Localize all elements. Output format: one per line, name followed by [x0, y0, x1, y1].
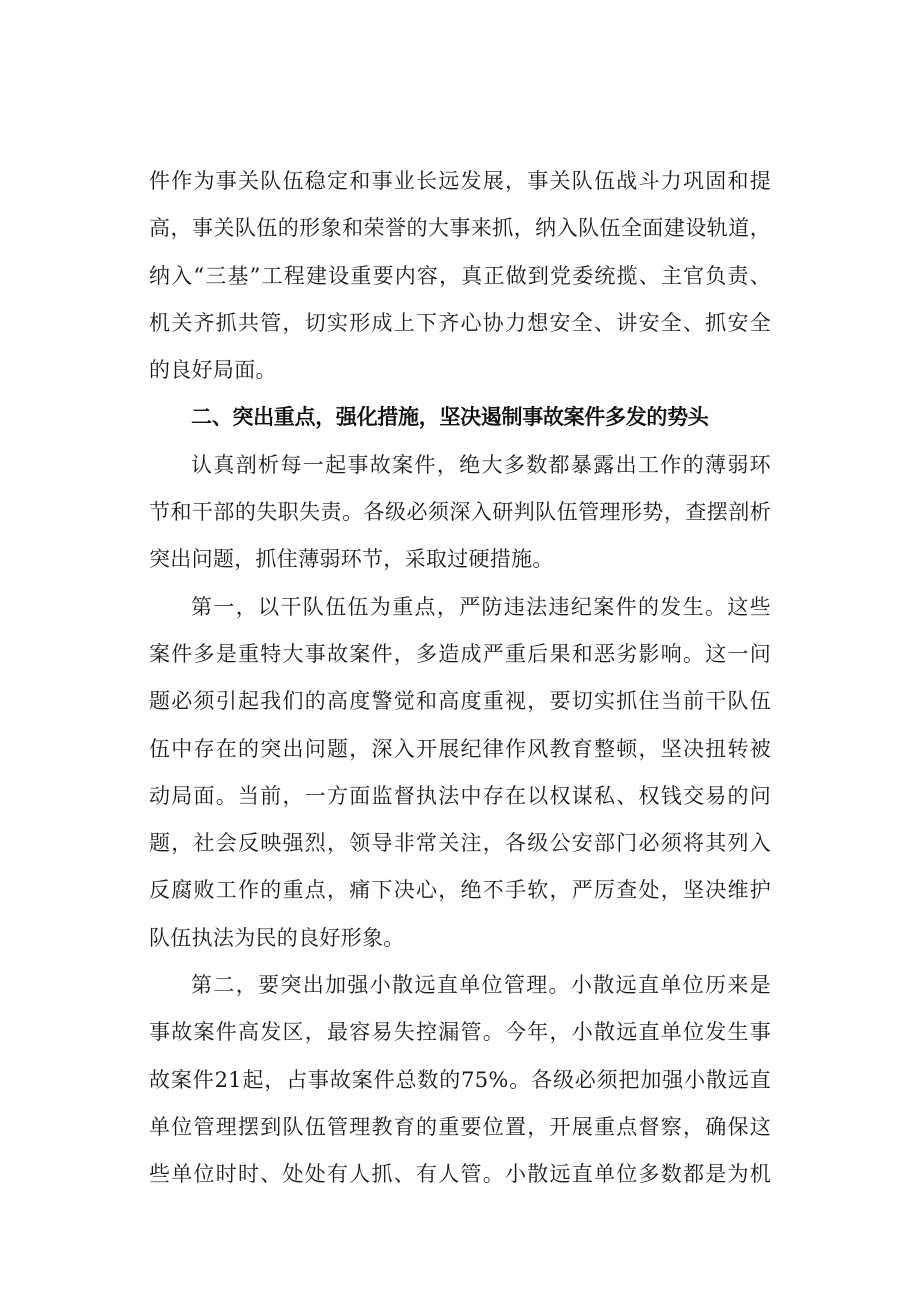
body-line: 案件多是重特大事故案件，多造成严重后果和恶劣影响。这一问	[149, 641, 771, 666]
body-line: 的良好局面。	[149, 358, 277, 383]
paragraph-first-line: 第一，以干队伍伍为重点，严防违法违纪案件的发生。这些	[191, 594, 771, 619]
document-body	[149, 158, 771, 1199]
body-line: 件作为事关队伍稳定和事业长远发展，事关队伍战斗力巩固和提	[149, 169, 771, 193]
body-line: 反腐败工作的重点，痛下决心，绝不手软，严厉查处，坚决维护	[149, 878, 771, 903]
body-line: 突出问题，抓住薄弱环节，采取过硬措施。	[149, 547, 554, 572]
body-line: 单位管理摆到队伍管理教育的重要位置，开展重点督察，确保这	[149, 1114, 771, 1139]
body-line: 机关齐抓共管，切实形成上下齐心协力想安全、讲安全、抓安全	[149, 310, 771, 335]
body-line: 题，社会反映强烈，领导非常关注，各级公安部门必须将其列入	[149, 831, 771, 856]
paragraph-first-line: 认真剖析每一起事故案件，绝大多数都暴露出工作的薄弱环	[191, 452, 771, 477]
body-line: 动局面。当前，一方面监督执法中存在以权谋私、权钱交易的问	[149, 783, 771, 808]
body-line: 节和干部的失职失责。各级必须深入研判队伍管理形势，查摆剖析	[149, 500, 771, 525]
body-line: 故案件21起，占事故案件总数的75%。各级必须把加强小散远直	[149, 1067, 771, 1092]
body-line: 些单位时时、处处有人抓、有人管。小散远直单位多数都是为机	[149, 1162, 771, 1187]
body-line: 伍中存在的突出问题，深入开展纪律作风教育整顿，坚决扭转被	[149, 736, 771, 761]
body-line: 题必须引起我们的高度警觉和高度重视，要切实抓住当前干队伍	[149, 689, 771, 714]
body-line: 事故案件高发区，最容易失控漏管。今年，小散远直单位发生事	[149, 1020, 771, 1045]
body-line: 纳入“三基”工程建设重要内容，真正做到党委统揽、主官负责、	[149, 263, 771, 288]
paragraph-first-line: 第二，要突出加强小散远直单位管理。小散远直单位历来是	[191, 973, 771, 998]
body-line: 队伍执法为民的良好形象。	[149, 925, 405, 950]
body-line: 高，事关队伍的形象和荣誉的大事来抓，纳入队伍全面建设轨道，	[149, 216, 771, 241]
section-heading: 二、突出重点，强化措施，坚决遏制事故案件多发的势头	[191, 405, 709, 430]
